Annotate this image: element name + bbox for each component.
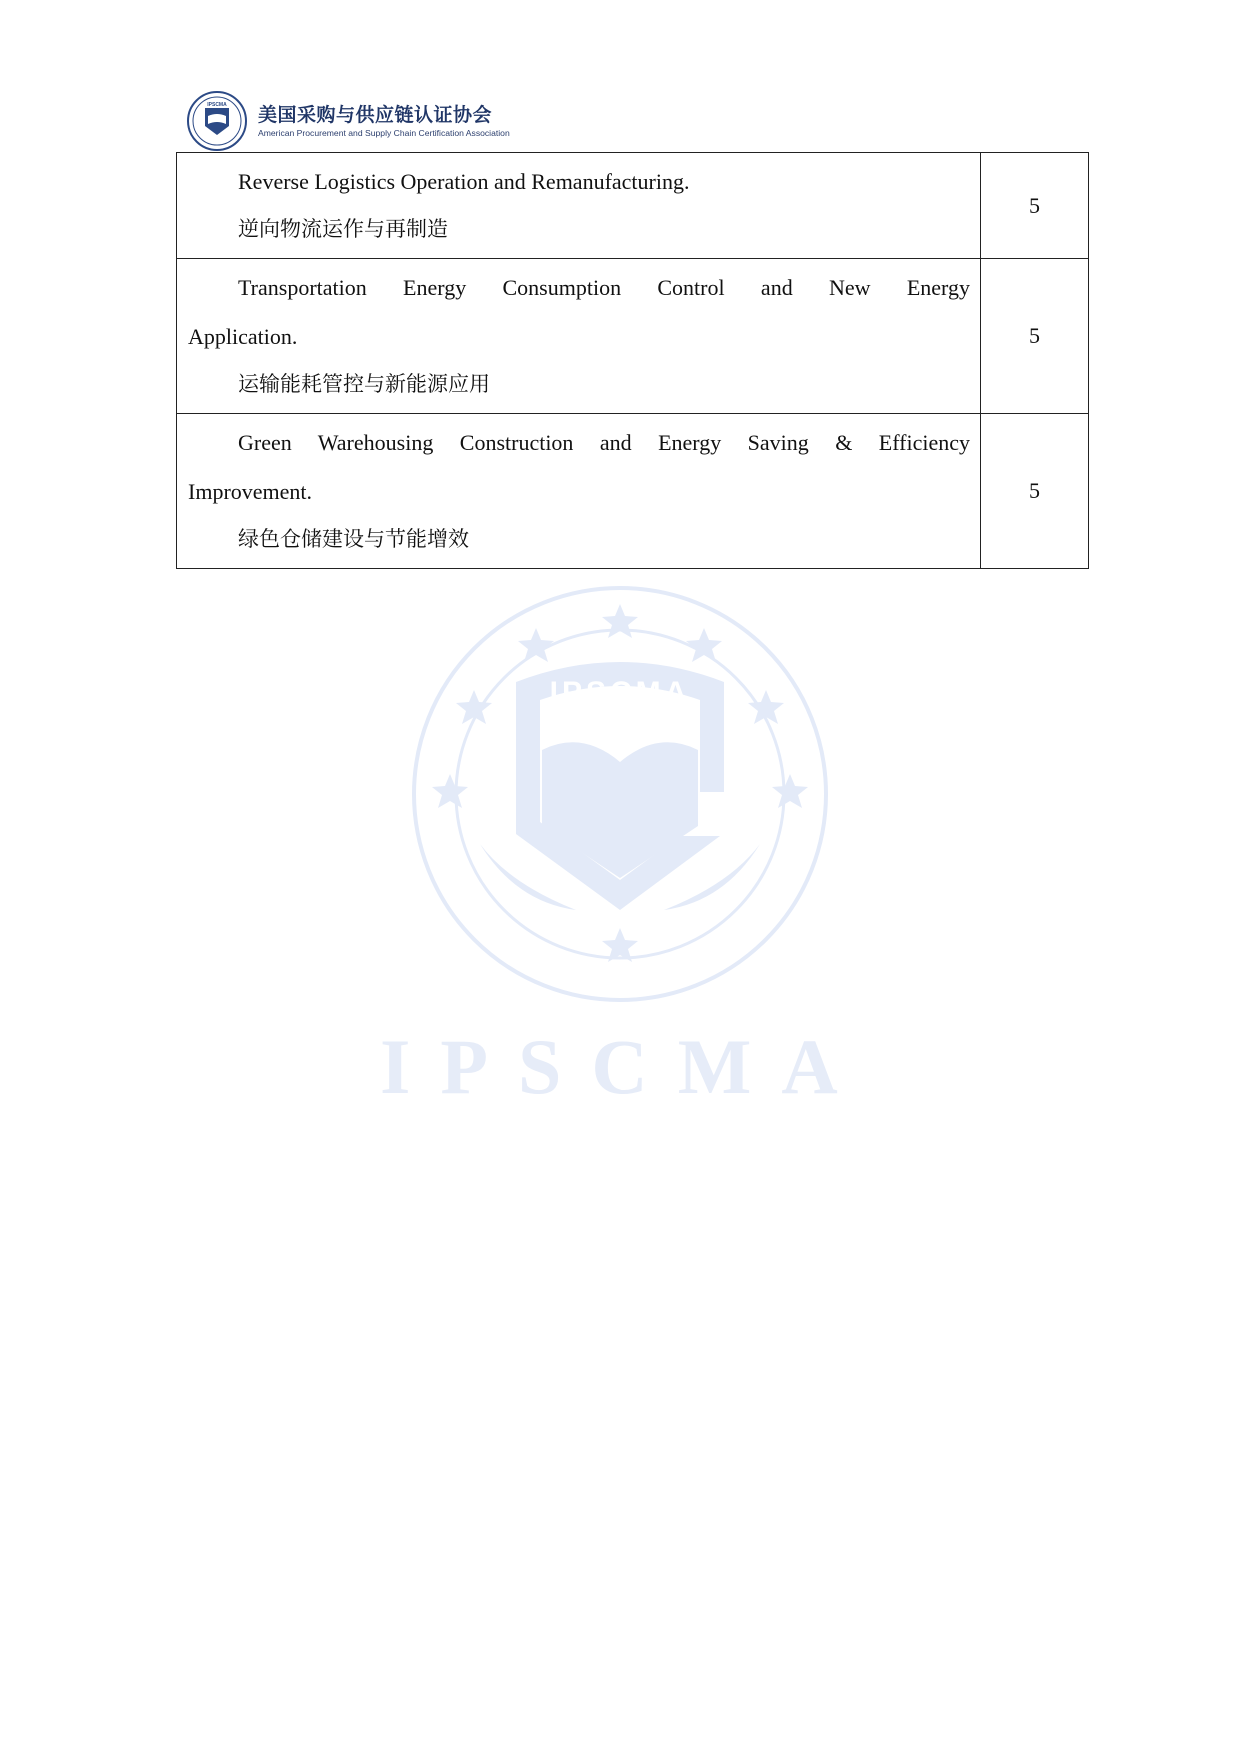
watermark-text: IPSCMA xyxy=(380,1023,868,1110)
topic-cn: 逆向物流运作与再制造 xyxy=(238,217,448,241)
topic-cn: 绿色仓储建设与节能增效 xyxy=(238,527,469,551)
page-header xyxy=(186,90,606,152)
table-row xyxy=(177,259,1089,414)
table-row xyxy=(177,153,1089,259)
table-row xyxy=(177,414,1089,569)
topic-cell xyxy=(177,414,981,569)
course-table xyxy=(176,152,1089,569)
topic-en: Reverse Logistics Operation and Remanufacturing. xyxy=(238,169,690,194)
topic-cell xyxy=(177,259,981,414)
org-name-en: American Procurement and Supply Chain Certification Association xyxy=(258,128,510,138)
topic-cell xyxy=(177,153,981,259)
topic-en-line1: Transportation Energy Consumption Control and New Energy xyxy=(238,275,970,300)
ipscma-logo-icon xyxy=(186,90,248,152)
topic-en-line2: Application. xyxy=(188,324,298,349)
topic-en-line2: Improvement. xyxy=(188,479,313,504)
score-cell: 5 xyxy=(981,414,1089,569)
watermark-seal-icon xyxy=(408,582,832,1006)
topic-en-line1: Green Warehousing Construction and Energy Saving & Efficiency xyxy=(238,430,970,455)
score-cell: 5 xyxy=(981,153,1089,259)
score-cell: 5 xyxy=(981,259,1089,414)
watermark-badge-text: IPSCMA xyxy=(549,676,691,709)
topic-cn: 运输能耗管控与新能源应用 xyxy=(238,372,490,396)
org-name-cn: 美国采购与供应链认证协会 xyxy=(258,104,493,126)
svg-text:IPSCMA: IPSCMA xyxy=(207,102,227,108)
